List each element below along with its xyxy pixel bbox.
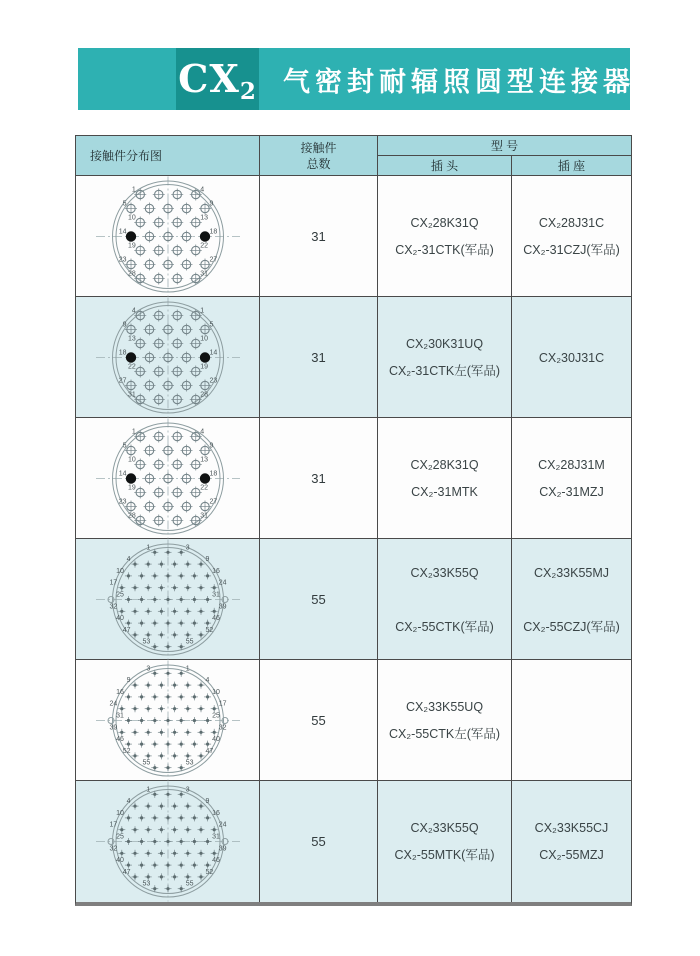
model-text: CX₂-31CZJ(军品) — [523, 243, 620, 257]
svg-text:14: 14 — [118, 228, 126, 236]
svg-text:46: 46 — [211, 857, 220, 865]
svg-text:5: 5 — [209, 321, 213, 329]
svg-text:22: 22 — [199, 242, 208, 250]
header-contact-total-line1: 接触件 — [300, 140, 337, 155]
svg-text:28: 28 — [199, 391, 208, 399]
contact-total-value: 55 — [311, 713, 326, 728]
svg-text:55: 55 — [142, 759, 150, 767]
contact-total-value: 31 — [311, 350, 326, 365]
svg-text:25: 25 — [115, 591, 124, 599]
contact-layout-diagram — [76, 176, 260, 297]
svg-text:9: 9 — [126, 677, 130, 685]
socket-models — [512, 539, 631, 660]
svg-text:27: 27 — [209, 498, 217, 506]
svg-text:46: 46 — [115, 736, 124, 744]
svg-text:53: 53 — [142, 880, 150, 888]
svg-text:10: 10 — [127, 456, 136, 464]
contact-layout-diagram — [76, 781, 260, 902]
svg-text:17: 17 — [109, 821, 117, 829]
svg-text:40: 40 — [211, 736, 220, 744]
contact-layout-diagram — [76, 297, 260, 418]
svg-text:14: 14 — [209, 349, 217, 357]
table-body — [76, 176, 631, 902]
svg-text:4: 4 — [199, 428, 204, 436]
pin-diagram-svg — [91, 418, 245, 539]
plug-models — [378, 660, 512, 781]
svg-text:16: 16 — [211, 809, 220, 817]
model-text: CX₂-31CTK左(军品) — [388, 364, 501, 378]
svg-text:3: 3 — [145, 665, 150, 673]
connector-table — [75, 135, 632, 906]
plug-models — [378, 176, 512, 297]
svg-text:55: 55 — [185, 880, 193, 888]
page-banner — [78, 48, 635, 110]
header-model-group — [378, 136, 631, 175]
pin-diagram-svg — [91, 176, 245, 297]
page-title: 气密封耐辐照圆型连接器 — [283, 66, 635, 97]
table-row — [76, 418, 631, 539]
socket-models — [512, 781, 631, 902]
svg-text:4: 4 — [131, 307, 136, 315]
svg-text:5: 5 — [122, 442, 126, 450]
svg-text:18: 18 — [209, 470, 217, 478]
svg-text:1: 1 — [131, 428, 136, 436]
svg-text:24: 24 — [218, 579, 226, 587]
plug-models — [378, 781, 512, 902]
pin-diagram-svg — [91, 781, 245, 902]
svg-text:10: 10 — [199, 335, 208, 343]
svg-text:31: 31 — [211, 591, 220, 599]
series-code-subscript: 2 — [239, 78, 257, 105]
svg-text:31: 31 — [115, 712, 124, 720]
svg-text:39: 39 — [218, 603, 226, 611]
contact-total-value: 55 — [311, 834, 326, 849]
model-text: CX₂28J31C — [538, 216, 605, 230]
model-text: CX₂30J31C — [538, 350, 605, 365]
svg-text:4: 4 — [126, 556, 130, 564]
svg-text:10: 10 — [115, 567, 124, 575]
table-row — [76, 660, 631, 781]
model-text: CX₂33K55UQ — [405, 700, 484, 714]
svg-text:3: 3 — [185, 786, 190, 794]
svg-text:31: 31 — [127, 391, 136, 399]
socket-models — [512, 176, 631, 297]
svg-text:9: 9 — [209, 200, 213, 208]
header-contact-total-line2: 总数 — [306, 156, 331, 171]
model-text: CX₂28J31M — [538, 458, 605, 472]
svg-text:46: 46 — [211, 615, 220, 623]
svg-text:10: 10 — [211, 688, 220, 696]
plug-models — [378, 297, 512, 418]
svg-text:13: 13 — [127, 335, 136, 343]
table-row — [76, 297, 631, 418]
model-text: CX₂-31MZJ — [539, 485, 604, 499]
socket-models — [512, 660, 631, 781]
svg-text:10: 10 — [115, 809, 124, 817]
contact-layout-diagram — [76, 418, 260, 539]
svg-text:39: 39 — [109, 724, 117, 732]
contact-total — [260, 297, 378, 418]
svg-text:19: 19 — [127, 484, 136, 492]
svg-text:23: 23 — [118, 256, 126, 264]
svg-text:17: 17 — [109, 579, 117, 587]
model-text: CX₂33K55Q — [410, 821, 479, 835]
svg-text:17: 17 — [218, 700, 226, 708]
svg-text:27: 27 — [118, 377, 126, 385]
svg-text:25: 25 — [211, 712, 220, 720]
svg-text:53: 53 — [185, 759, 193, 767]
svg-text:9: 9 — [209, 442, 213, 450]
model-text: CX₂-55CTK(军品) — [395, 619, 494, 634]
header-model: 型 号 — [378, 136, 631, 156]
header-contact-diagram: 接触件分布图 — [76, 136, 260, 175]
svg-text:24: 24 — [218, 821, 226, 829]
header-plug: 插 头 — [378, 156, 512, 175]
plug-models — [378, 539, 512, 660]
model-text: CX₂-55MZJ — [539, 848, 604, 862]
model-text: CX₂30K31UQ — [405, 337, 484, 351]
svg-text:4: 4 — [205, 677, 209, 685]
socket-models — [512, 297, 631, 418]
pin-diagram-svg — [91, 660, 245, 781]
table-row — [76, 539, 631, 660]
svg-text:19: 19 — [127, 242, 136, 250]
series-code-box — [176, 48, 259, 110]
svg-text:53: 53 — [142, 638, 150, 646]
plug-models — [378, 418, 512, 539]
contact-total — [260, 781, 378, 902]
svg-text:9: 9 — [122, 321, 126, 329]
svg-text:52: 52 — [205, 626, 213, 634]
svg-text:22: 22 — [199, 484, 208, 492]
contact-total — [260, 660, 378, 781]
svg-text:31: 31 — [211, 833, 220, 841]
svg-text:23: 23 — [118, 498, 126, 506]
svg-text:3: 3 — [185, 544, 190, 552]
svg-text:25: 25 — [115, 833, 124, 841]
svg-text:31: 31 — [199, 512, 208, 520]
model-text: CX₂-31CTK(军品) — [395, 243, 494, 257]
svg-text:22: 22 — [127, 363, 136, 371]
svg-text:14: 14 — [118, 470, 126, 478]
svg-text:31: 31 — [199, 270, 208, 278]
svg-text:19: 19 — [199, 363, 208, 371]
svg-text:1: 1 — [145, 544, 150, 552]
pin-diagram-svg — [91, 297, 245, 418]
pin-diagram-svg — [91, 539, 245, 660]
header-socket: 插 座 — [557, 159, 586, 173]
model-text: CX₂-55MTK(军品) — [394, 848, 495, 862]
model-text: CX₂33K55MJ — [533, 565, 610, 580]
svg-text:32: 32 — [218, 724, 226, 732]
svg-text:1: 1 — [131, 186, 136, 194]
svg-text:55: 55 — [185, 638, 193, 646]
svg-text:18: 18 — [209, 228, 217, 236]
svg-text:5: 5 — [122, 200, 126, 208]
svg-text:32: 32 — [109, 845, 117, 853]
table-header — [76, 136, 631, 176]
svg-text:47: 47 — [205, 747, 213, 755]
svg-text:16: 16 — [211, 567, 220, 575]
svg-text:9: 9 — [205, 798, 209, 806]
svg-text:4: 4 — [126, 798, 130, 806]
header-contact-total — [260, 136, 378, 175]
series-code — [178, 56, 257, 105]
contact-total — [260, 418, 378, 539]
table-row — [76, 781, 631, 902]
contact-total — [260, 539, 378, 660]
svg-text:27: 27 — [209, 256, 217, 264]
svg-text:52: 52 — [205, 868, 213, 876]
svg-text:39: 39 — [218, 845, 226, 853]
svg-text:18: 18 — [118, 349, 126, 357]
svg-text:13: 13 — [199, 214, 208, 222]
svg-text:1: 1 — [145, 786, 150, 794]
model-text: CX₂28K31Q — [410, 216, 479, 230]
svg-text:16: 16 — [115, 688, 124, 696]
svg-text:4: 4 — [199, 186, 204, 194]
table-row — [76, 176, 631, 297]
svg-text:1: 1 — [199, 307, 204, 315]
svg-text:24: 24 — [109, 700, 117, 708]
contact-layout-diagram — [76, 660, 260, 781]
socket-models — [512, 418, 631, 539]
series-code-main: CX — [178, 56, 240, 101]
model-text: CX₂33K55Q — [410, 565, 479, 580]
contact-layout-diagram — [76, 539, 260, 660]
svg-text:9: 9 — [205, 556, 209, 564]
contact-total-value: 31 — [311, 229, 326, 244]
svg-text:47: 47 — [122, 626, 130, 634]
svg-text:40: 40 — [115, 615, 124, 623]
svg-text:52: 52 — [122, 747, 130, 755]
model-text: CX₂-31MTK — [411, 485, 478, 499]
svg-text:10: 10 — [127, 214, 136, 222]
model-text: CX₂28K31Q — [410, 458, 479, 472]
svg-text:23: 23 — [209, 377, 217, 385]
svg-text:47: 47 — [122, 868, 130, 876]
svg-text:13: 13 — [199, 456, 208, 464]
contact-total-value: 55 — [311, 592, 326, 607]
header-model-sub — [378, 156, 631, 175]
model-text: CX₂33K55CJ — [534, 821, 609, 835]
svg-text:28: 28 — [127, 512, 136, 520]
contact-total — [260, 176, 378, 297]
svg-text:40: 40 — [115, 857, 124, 865]
model-text: CX₂-55CZJ(军品) — [523, 619, 620, 634]
contact-total-value: 31 — [311, 471, 326, 486]
svg-text:1: 1 — [185, 665, 190, 673]
model-text: CX₂-55CTK左(军品) — [388, 727, 501, 741]
svg-text:32: 32 — [109, 603, 117, 611]
svg-text:28: 28 — [127, 270, 136, 278]
